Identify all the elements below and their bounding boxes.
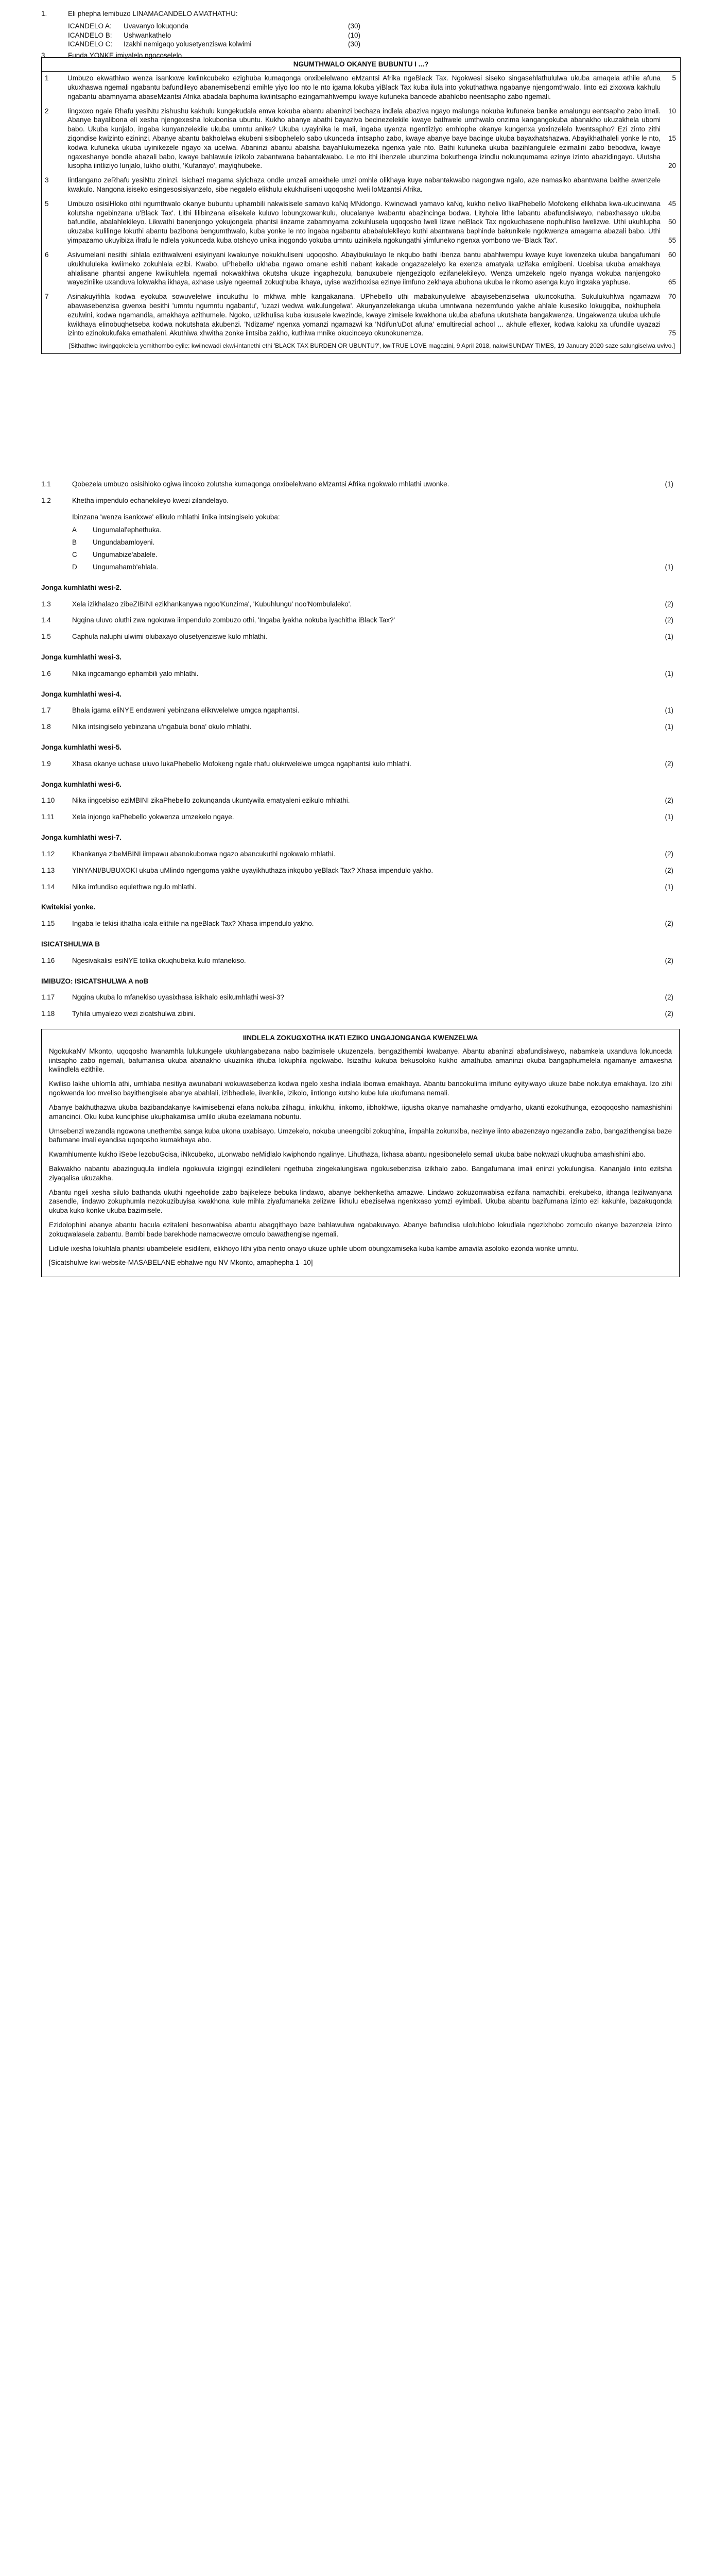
line-number: 70 [668,293,676,301]
section-name: ICANDELO C: [68,40,113,48]
passage-title: NGUMTHWALO OKANYE BUBUNTU I ...? [42,58,680,72]
article-paragraph: Lidlule ixesha lokuhlala phantsi ubambelele esidileni, elikhoyo lithi yiba nento onayo ukuze uphile ubom obungxamiseka kuba kambe amavila asoloko ezonda wonke umntu. [49,1244,579,1252]
passage-container [41,57,676,354]
question [41,956,673,965]
article-paragraph: NgokukaNV Mkonto, uqoqosho lwanamhla lulukungele ukuhlangabezana nabo bazimisele ukuzenzela, bengazithembi kwabanye. Abantu abaninzi abafundisiweyo, nabamkela uxanduva lokunceda iintsapho zabo ngemali, bafumanisa ukuba abanakho ukuzinika ithuba lokuphila ngokwabo. Isizathu kukuba bekusoloko kukho amathuba amaninzi okuba bangaphumelela ngamanye amaxesha kwiindlela ezithile. [49,1047,672,1074]
article-paragraph: Abanye bakhuthazwa ukuba bazibandakanye kwimisebenzi efana nokuba zilhagu, iinkukhu, iinkomo, iibhokhwe, iigusha okanye namahashe omdyarho, ukanti ezokuthunga, ezoqoqosho namashishini amancinci. Oku kuba kunciphise ukuphakamisa umlilo ukuba ezelamana nobuntu. [49,1103,672,1121]
passage-paragraph [42,197,680,248]
paragraph-text: Umbuzo ekwathiwo wenza isankxwe kwiinkcubeko ezighuba kumaqonga onxibelelwano eMzantsi Afrika ngeBlack Tax. Ngokwesi siseko singasehlathululwa ukuba amaqela athile afuna ukuxhaswa ngemali ngabantu bafundileyo abanemisebenzi emihle yiyo loo nto le nto igama lokuba yiBlack Tax kuba ilula into yokuthathwa ngabanye njengomthwalo. Iinto ezi zixoxwa kakhulu ngabantu abamnyama abaseMzantsi Afrika abadala baphuma kwiintsapho ezingamahlwempu kwaye kufuneka bancede abahlobo neentsapho zabo ngemali. [67,74,661,100]
question-mark: (1) [665,633,673,641]
question [41,850,673,859]
option [72,526,673,535]
question-text: Nika intsingiselo yebinzana u'ngabula bona' okulo mhlathi. [72,723,252,731]
section-name: ICANDELO A: [68,22,112,30]
passage-paragraphs [42,72,680,341]
question-text: Nika imfundiso equlethwe ngulo mhlathi. [72,883,197,891]
paragraph-number: 3 [45,176,49,184]
paragraph-text: Asinakuyifihla kodwa eyokuba sowuvelelwe iincukuthu lo mkhwa mhle kangakanana. UPhebello uthi mabakunyulelwe abayisebenziselwa ukuncokutha. Sukulukuhlwa ngamazwi abawasebenzisa gwenxa besithi 'umntu ngumntu ngabantu', 'uzazi wedwa wakulungelwa'. Akunyanzelekanga ukuba umntwana nezemfundo yakhe ahlale kusesiko lokugqiba, nokhuphela ezulwini, kodwa ngamandla, amakhaya azithumele. Ngoko, uzikhulisa kuba kususele kwezinde, kwaye zimisele kwakhona ukuba abafuna ukutshata bangakwenza. Ungakwenza ukuba ukhule kwikhaya elinobuqhetseba kodwa nokutshata akubenzi. 'Ndizame' ngenxa yomanzi ngamazwi ka 'Ndifun'uDot afuna' emultirecial achool ... akhule eflexer, kodwa kaloku xa ufundile uyazazi izinto ezinokukufaka emathaleni. Akuthiwa xhwitha zonke iintsiba zakho, kuthiwa mnike okucinceyo okunokunemza. [67,293,661,337]
article-paragraph: Kwamhlumente kukho iSebe lezobuGcisa, iNkcubeko, uLonwabo neMidlalo kwiphondo ngalinye. Lihuthaza, lixhasa abantu ngesibonelelo semali ukuba babe nokwazi ukuqhuba amashishini abo. [49,1150,646,1159]
question-number: 1.11 [41,813,55,821]
line-number: 45 [668,199,676,208]
group-heading: Jonga kumhlathi wesi-4. [41,690,122,698]
question-mark: (2) [665,600,673,608]
paragraph-text: Asivumelani nesithi sihlala ezithwalweni esiyinyani kwakunye nokukhuliseni uqoqosho. Abayibukulayo le nkqubo bathi ibenza bantu abahlwempu kwaye kuye kwenzeka ukuba bangafumani ukukhululeka kwiimeko zokuhlala ezibi. Kwabo, uPhebello ukhaba ngawo omane eshiti nabant kakade ongazazelelyo ka exenza amatyala uzifaka emigibeni. Ucebisa ukuba amakhaya ahlalisane phantsi angene kwiikuhlela ngemali nokwakhiwa okutsha ukuze ingaphezulu, banuxubele njengeziqolo ezifanelekileyo. Wenza umzekelo ngelo nyanga wokuba nanjengoko wayeziniike uxanduva lokwakha ikhaya, axhase usiye ngeemali zokuqhuba ikhaya, uyise wazirhoxisa ezinye iimfuno zekhaya abuhona ukuba le nkomo asenga kuyo ingxaka yaphuse. [67,250,661,286]
question [41,919,673,928]
section-title: Izakhi nemigaqo yolusetyenziswa kolwimi [124,40,252,48]
question-number: 1.9 [41,759,51,768]
question [41,706,673,715]
question-number: 1.16 [41,956,55,964]
line-number: 60 [668,250,676,259]
questions [41,480,673,1019]
question-number: 1.5 [41,633,51,641]
question [41,993,673,1002]
question [41,759,673,769]
group-heading: Jonga kumhlathi wesi-7. [41,834,122,842]
question-text: Khankanya zibeMBINI iimpawu abanokubonwa ngazo abancukuthi ngokwalo mhlathi. [72,850,336,858]
question [41,632,673,641]
option-letter: B [72,538,77,547]
section-mark: (30) [348,22,360,30]
line-numbers [661,292,676,338]
instruction-item-1 [41,9,673,19]
section-row [68,22,673,31]
question [41,496,673,505]
option-letter: D [72,563,77,571]
question-number: 1.18 [41,1010,55,1018]
question-number: 1.1 [41,480,51,488]
exam-page [0,0,728,1277]
page-gap [0,354,728,472]
section-mark: (10) [348,31,360,39]
group-heading: Jonga kumhlathi wesi-5. [41,743,122,752]
question-text: Bhala igama eliNYE endaweni yebinzana elikrwelelwe umgca ngaphantsi. [72,706,300,715]
line-number: 65 [668,278,676,286]
option [72,563,673,572]
passage-paragraph [42,72,680,104]
option-text: Ungumabize'abalele. [93,551,158,559]
question-text: Xela izikhalazo zibeZIBINI ezikhankanywa ngoo'Kunzima', 'Kubuhlungu' noo'Nombulaleko'. [72,600,352,608]
option-text: Ungundabamloyeni. [93,538,155,547]
question-mark: (1) [665,883,673,891]
article-paragraph: [Sicatshulwe kwi-website-MASABELANE ebhalwe ngu NV Mkonto, amaphepha 1–10] [49,1259,313,1267]
option [72,538,673,547]
section-list [68,22,673,49]
question-groups [41,583,673,928]
passage-paragraph [42,174,680,197]
line-numbers [661,250,676,287]
passage-paragraph [42,290,680,341]
item-number: 3. [41,52,47,60]
question-number: 1.15 [41,920,55,928]
group-heading: Kwitekisi yonke. [41,903,96,911]
question [41,1009,673,1019]
paragraph-text: Iingxoxo ngale Rhafu yesiNtu zishushu kakhulu kungekudala emva kokuba abantu abaninzi bechaza indlela abaziva ngayo malunga nokuba kufuneka banike amalungu eentsapho zabo imali. Abanye bayalibona eli xesha njengexesha lokubonisa ubuntu. Kukho abanye abathi bayaziva becinezelekile kwaye bathwele umthwalo onzima kangangokuba abanakho ukuzakhela ubomi babo. Ukuba kunjalo, ingaba kunyanzelekile ukuba umntu anike? Ukuba uyayinika le mali, ingaba uyenza ngentliziyo emhlophe okanye kungenxa yoxinzelelo lwentsapho? Ezi zinto zithi ziqondise kwizinto ezininzi. Abanye abantu bakholelwa ekubeni sisibophelelo sabo ukunceda iintsapho zabo, kwaye abanye baye bacinge ukuba bayaxhatshazwa. Abayikhathaleli yonke le nto, kodwa kufuneka ukuba uyinikezele ngayo xa ucelwa. Abaninzi abantu abatsha bayahlukumezeka ngenxa yale nto. Bathi kufuneka ukuba bazihlangulele ezimalini zabo bebodwa, kwaye ngaxeshanye bondle abazali babo, kwaye bahlawule izikolo zabantwana babantakwabo. Le nto ithi ibenzele ubunzima bokuthenga izindlu nokunqumama ezinye izinto abazidingayo. Ulutsha lusopha iintliziyo lunjalo, lukho oluthi, 'Kufanayo', mayiqhubeke. [67,107,661,170]
section-row [68,40,673,49]
paragraph-number: 2 [45,107,49,115]
option [72,550,673,560]
article-paragraph: Abantu ngeli xesha silulo bathanda ukuthi ngeeholide zabo bajikeleze bebuka lindawo, abanye bekhenketha amazwe. Lindawo zokuzonwabisa ezifana namachibi, erekubeko, ithanga lezilwanyana zasendle, lindawo zokuphumla nezokuzibuyisa kwakhona kule mihla ziyafumaneka zelizwe likhulu ebeziselwa ngenkxaso yomzi eyimbali. Ukuba abantu bazifumana izinto ezi kakuhle, bazakuqonda ukuba kuko konke ukuba bazimisele. [49,1188,672,1215]
question-text: Tyhila umyalezo wezi zicatshulwa zibini. [72,1010,196,1018]
question-mark: (2) [665,616,673,624]
line-number: 55 [668,236,676,245]
question-mark: (2) [665,759,673,768]
article-paragraph: Kwiliso lakhe uhlomla athi, umhlaba nesitiya awunabani wokuwasebenza kodwa ngelo xesha indlala ibonwa emakhaya. Abantu bancokulima imifuno eyityiwayo ukuze babe nokutya emakhaya. Izo zihi ngokwenda loo mveliso bayithengisele abanye abahlali, izibhedlele, iivenkile, izikolo, iintlongo kutsho kube lula ukufumana nemali. [49,1080,672,1097]
item-text: Funda YONKE imiyalelo ngocoselelo. [68,52,184,60]
question-number: 1.3 [41,600,51,608]
instruction-item-3 [41,51,673,60]
line-numbers [661,107,676,171]
question-text: Ngqina uluvo oluthi zwa ngokuwa iimpendulo zombuzo othi, 'Ingaba iyakha nokuba iyachitha iBlack Tax?' [72,616,395,624]
line-numbers [661,74,676,101]
question-mark: (1) [665,480,673,488]
instructions [41,0,673,60]
options-list [72,526,673,571]
paragraph-number: 6 [45,250,49,259]
question-mark: (2) [665,796,673,805]
question-number: 1.6 [41,669,51,677]
question-text: Xhasa okanye uchase uluvo lukaPhebello Mofokeng ngale rhafu olukrwelelwe umgca ngaphantsi kulo mhlathi. [72,759,411,768]
question-mark: (2) [665,1010,673,1018]
section-title: Uvavanyo lokuqonda [124,22,189,30]
item-text: Eli phepha lemibuzo LINAMACANDELO AMATHATHU: [68,10,238,18]
question-text: Ingaba le tekisi ithatha icala elithile na ngeBlack Tax? Xhasa impendulo yakho. [72,920,314,928]
question-number: 1.12 [41,850,55,858]
option-text: Ungumalal'ephethuka. [93,526,162,534]
passage-paragraph [42,248,680,290]
question-mark: (1) [665,563,673,571]
question [41,796,673,805]
question-mark: (1) [665,813,673,821]
question-text: Caphula naluphi ulwimi olubaxayo olusetyenziswe kulo mhlathi. [72,633,267,641]
group-heading: Jonga kumhlathi wesi-2. [41,583,122,591]
question-mark: (1) [665,723,673,731]
line-number: 5 [672,74,676,82]
section-mark: (30) [348,40,360,48]
question [41,812,673,822]
question-number: 1.8 [41,723,51,731]
question-number: 1.2 [41,496,51,504]
question-text: Ngqina ukuba lo mfanekiso uyasixhasa isikhalo esikumhlathi wesi-3? [72,993,284,1002]
section-title: Ushwankathelo [124,31,171,39]
paragraph-number: 5 [45,199,49,208]
question-mark: (1) [665,669,673,677]
question [41,669,673,679]
line-numbers [661,176,676,194]
paragraph-text: Iintlangano zeRhafu yesiNtu zininzi. Isichazi magama siyichaza ondle umzali amakhele umzi omhle olikhaya kuye nabantakwabo nagongwa ngalo, aze namasiko abantwana baithe awenzele kwakulo. Nangona isiseko esingesosisiyanzelo, sibe negalelo elikhulu ekukhuliseni uqoqosho lweli loMzantsi Afrika. [67,176,661,193]
article-box [41,1029,680,1277]
paragraph-number: 7 [45,293,49,301]
option-letter: A [72,526,77,534]
article-paragraphs [49,1047,672,1267]
question-text: Qobezela umbuzo osisihloko ogiwa iincoko zolutsha kumaqonga onxibelelwano eMzantsi Afrika ngokwalo mhlathi uwonke. [72,480,449,488]
group-heading: Jonga kumhlathi wesi-6. [41,780,122,788]
passage-paragraph [42,105,680,174]
item-number: 1. [41,10,47,18]
article-paragraph: Bakwakho nabantu abazinguqula iindlela ngokuvula izigingqi ezindileleni ngethuba zingekalungiswa ngokusebenzisa izikhalo zabo. Bangafumana imali eninzi yokulungisa. Kananjalo iinto ezitsha ziyaqalisa ukuzakha. [49,1164,672,1182]
question-number: 1.10 [41,796,55,805]
question [41,722,673,732]
article-container [41,1029,673,1277]
question-text: Xela injongo kaPhebello yokwenza umzekelo ngaye. [72,813,234,821]
section-name: ICANDELO B: [68,31,112,39]
question-mark: (2) [665,850,673,858]
article-paragraph: Umsebenzi wezandla ngowona unethemba sanga kuba ukona uxabisayo. Umzekelo, nokuba uneengcibi zokuqhina, iimpahla zokunxiba, nezinye iinto abazenzayo ngezandla zabo, bangazithengisa baze bafumane imali eyandisa uqoqosho kumakhaya abo. [49,1127,672,1144]
line-number: 50 [668,218,676,226]
question-mark: (1) [665,706,673,715]
section-row [68,31,673,40]
line-numbers [661,199,676,245]
passage-box [41,57,681,354]
paragraph-number: 1 [45,74,49,82]
question-number: 1.13 [41,866,55,874]
question-text: YINYANI/BUBUXOKI ukuba uMlindo ngengoma yakhe uyayikhuthaza inkqubo yeBlack Tax? Xhasa impendulo yakho. [72,866,434,874]
question [41,616,673,625]
question [41,883,673,892]
question-stem: Ibinzana 'wenza isankxwe' elikulo mhlathi linika intsingiselo yokuba: [72,513,280,521]
question [41,866,673,875]
line-number: 75 [668,329,676,337]
question-text: Nika iingcebiso eziMBINI zikaPhebello zokunqanda ukuntywila ematyaleni ezikulo mhlathi. [72,796,350,805]
question-text: Ngesivakalisi esiNYE tolika okuqhubeka kulo mfanekiso. [72,956,246,964]
group-heading: Jonga kumhlathi wesi-3. [41,653,122,661]
question [41,600,673,609]
article-title: IINDLELA ZOKUGXOTHA IKATI EZIKO UNGAJONGANGA KWENZELWA [242,1034,478,1042]
paragraph-text: Umbuzo osisiHloko othi ngumthwalo okanye bubuntu uphambili nakwisisele samavo kaNq MNdongo. Kwincwadi yamavo kaNq, kukho nelivo likaPhebello Mofokeng elikhaba kwa-ukucinwana kolutsha ngebinzana u'Black Tax'. Lithi lilibinzana elisekele kuluvo lobungxowankulu, olucalanye lwabantu abazincinga bodwa. Lityhola lithe labantu abafundisiweyo, nabaxhasayo ukuba bafundile, abalahlekileyo. Likwathi banenjongo yokujongela phantsi iinzame zabamnyama zokuhlusela uqoqosho lweli lizwe neBlack Tax ngokuchasene nophuhliso lwelizwe. Uthi ukuhlupha ukuzaba kulilinge lokuthi abantu bazibona bengumthwalo, kuba yonke le nto ingaba ngabantu ababalulekileyo kuthi abantwana baphinde bakunikele ngokwenza amagama abazali babo. Uthi yimpazamo ukuyibiza ifrafu le ndlela yokunceda kuba otshoyo unika inqgondo yokuba umntu uzinikela ngokungathi yimfuneko ngenxa yombono we-'Black Tax'. [67,199,661,245]
question-number: 1.4 [41,616,51,624]
line-number: 20 [668,162,676,170]
line-number: 10 [668,107,676,115]
article-paragraph: Ezidolophini abanye abantu bacula ezitaleni besonwabisa abantu abagqithayo baze bahlawulwa ngabakuvayo. Abanye bafundisa uloluhlobo lokudlala ngezixhobo zomculo okanye bazenzela izinto zokuqwalasela zabantu. Bambi bade barekhode namacwecwe omculo bawathengise ngemali. [49,1221,672,1238]
question [41,480,673,489]
option-text: Ungumahamb'ehlala. [93,563,159,571]
question-mark: (2) [665,993,673,1002]
passage-source: [Sithathwe kwingqokelela yemithombo eyile: kwiincwadi ekwi-intanethi ethi 'BLACK TAX BURDEN OR UBUNTU?', kwiTRUE LOVE magazini, 9 April 2018, nakwiSUNDAY TIMES, 19 January 2020 saze salungiselwa uvivo.] [68,342,675,350]
question-number: 1.14 [41,883,55,891]
line-number: 15 [668,134,676,142]
section-b-heading: ISICATSHULWA B [41,940,100,948]
option-letter: C [72,551,77,559]
question-number: 1.17 [41,993,55,1002]
question-text: Nika ingcamango ephambili yalo mhlathi. [72,669,199,677]
question-mark: (2) [665,956,673,964]
sub-heading: IMIBUZO: ISICATSHULWA A noB [41,977,149,985]
question-text: Khetha impendulo echanekileyo kwezi zilandelayo. [72,496,229,504]
question-mark: (2) [665,866,673,874]
question-mark: (2) [665,920,673,928]
question-number: 1.7 [41,706,51,715]
